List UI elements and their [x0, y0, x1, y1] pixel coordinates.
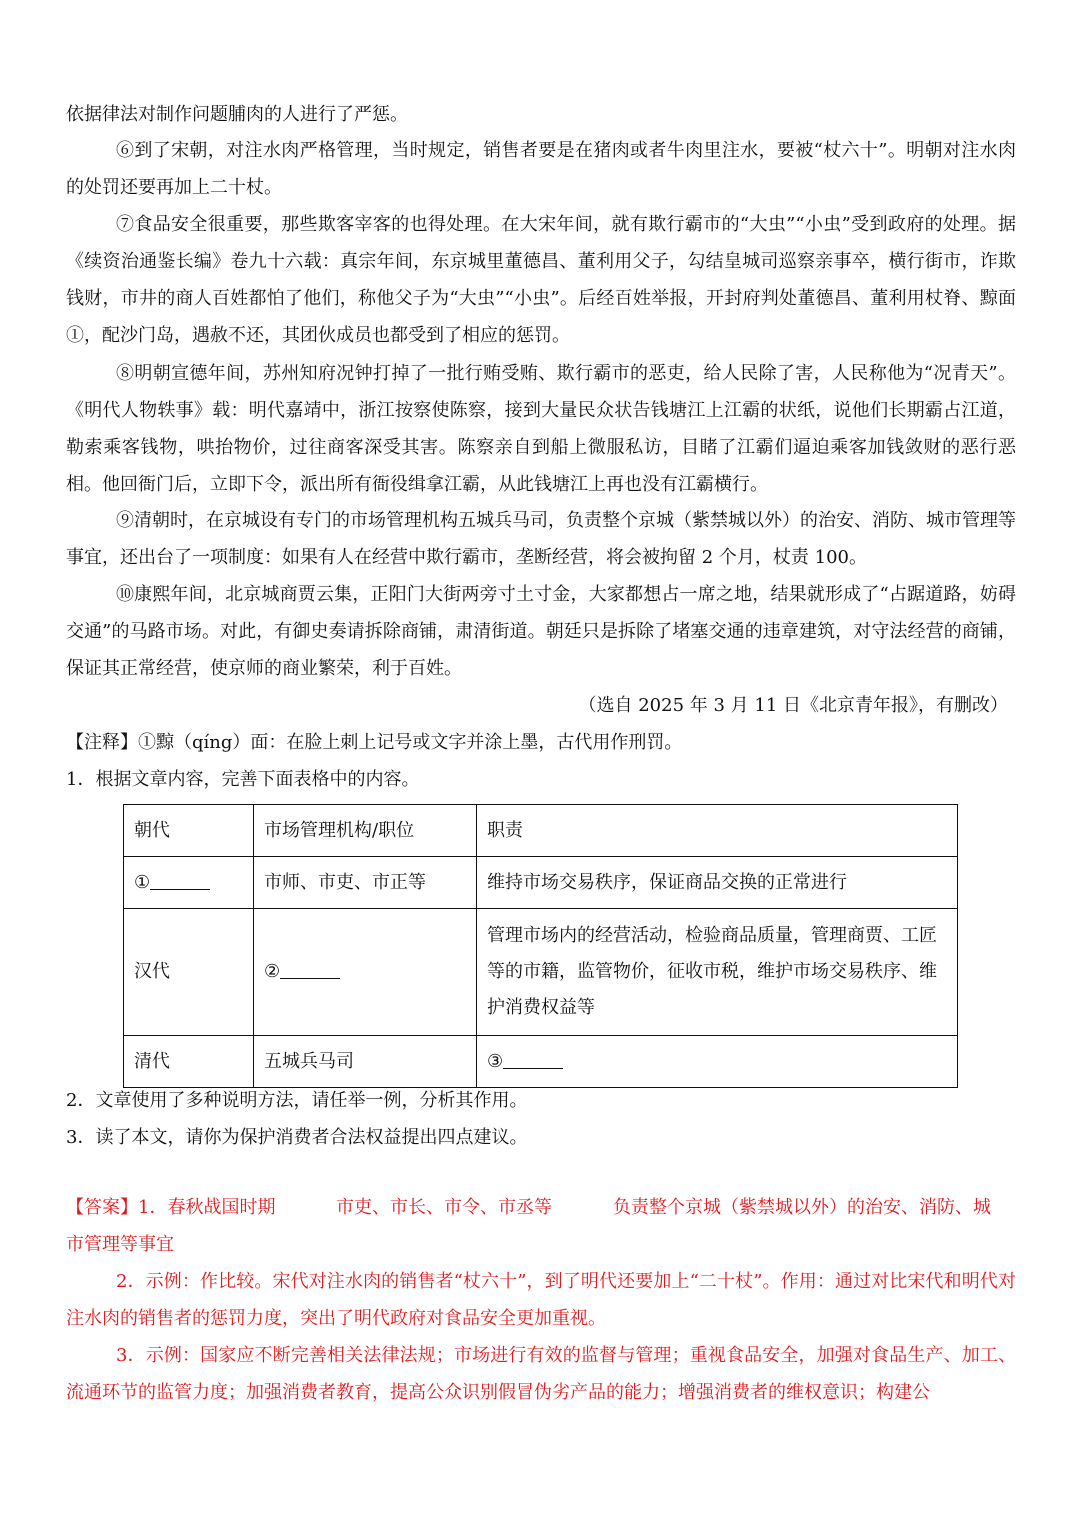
answer-1-part3: 负责整个京城（紫禁城以外）的治安、消防、城 [613, 1197, 991, 1218]
table-cell: 五城兵马司 [254, 1036, 477, 1088]
paragraph-6: ⑥到了宋朝，对注水肉严格管理，当时规定，销售者要是在猪肉或者牛肉里注水，要被“杖六十”。明朝对注水肉的处罚还要再加上二十杖。 [66, 140, 1016, 198]
header-agency: 市场管理机构/职位 [254, 805, 477, 857]
paragraph-9: ⑨清朝时，在京城设有专门的市场管理机构五城兵马司，负责整个京城（紫禁城以外）的治安、消防、城市管理等事宜，还出台了一项制度：如果有人在经营中欺行霸市，垄断经营，将会被拘留 2 个月，杖责 100。 [66, 510, 1016, 568]
table-row [124, 1036, 958, 1088]
blank-label: ② [264, 961, 281, 982]
blank-label: ① [134, 871, 151, 893]
header-dynasty: 朝代 [124, 805, 254, 857]
answer-1-part2: 市吏、市长、市令、市丞等 [336, 1197, 552, 1218]
answer-1-continued: 市管理等事宜 [66, 1234, 174, 1255]
fill-blank-3[interactable] [503, 1046, 563, 1069]
table-cell: 清代 [124, 1036, 254, 1088]
answer-table [123, 804, 958, 1088]
paragraph-10: ⑩康熙年间，北京城商贾云集，正阳门大街两旁寸土寸金，大家都想占一席之地，结果就形成了“占踞道路，妨碍交通”的马路市场。对此，有御史奏请拆除商铺，肃清街道。朝廷只是拆除了堵塞交通的违章建筑，对守法经营的商铺，保证其正常经营，使京师的商业繁荣，利于百姓。 [66, 584, 1016, 679]
table-row [124, 857, 958, 909]
table-cell [477, 1036, 958, 1088]
annotation-note: 【注释】①黥（qíng）面：在脸上刺上记号或文字并涂上墨，古代用作刑罚。 [66, 732, 683, 753]
header-duty: 职责 [477, 805, 958, 857]
paragraph-intro: 依据律法对制作问题脯肉的人进行了严惩。 [66, 104, 408, 125]
source-citation: （选自 2025 年 3 月 11 日《北京青年报》，有删改） [578, 695, 1008, 716]
answer-2: 2．示例：作比较。宋代对注水肉的销售者“杖六十”，到了明代还要加上“二十杖”。作用：通过对比宋代和明代对注水肉的销售者的惩罚力度，突出了明代政府对食品安全更加重视。 [66, 1271, 1016, 1329]
fill-blank-2[interactable] [280, 956, 340, 979]
fill-blank-1[interactable] [150, 867, 210, 890]
paragraph-7: ⑦食品安全很重要，那些欺客宰客的也得处理。在大宋年间，就有欺行霸市的“大虫”“小虫”受到政府的处理。据《续资治通鉴长编》卷九十六载：真宗年间，东京城里董德昌、董利用父子，勾结皇城司巡察亲事卒，横行街市，诈欺钱财，市井的商人百姓都怕了他们，称他父子为“大虫”“小虫”。后经百姓举报，开封府判处董德昌、董利用杖脊、黥面①，配沙门岛，遇赦不还，其团伙成员也都受到了相应的惩罚。 [66, 214, 1016, 346]
table-header-row [124, 805, 958, 857]
table-row [124, 909, 958, 1036]
table-cell: 市师、市吏、市正等 [254, 857, 477, 909]
blank-label: ③ [487, 1050, 504, 1072]
question-3: 3．读了本文，请你为保护消费者合法权益提出四点建议。 [66, 1127, 528, 1148]
table-cell: 管理市场内的经营活动，检验商品质量，管理商贾、工匠等的市籍，监管物价，征收市税，维护市场交易秩序、维护消费权益等 [477, 909, 958, 1036]
paragraph-8: ⑧明朝宣德年间，苏州知府况钟打掉了一批行贿受贿、欺行霸市的恶吏，给人民除了害，人民称他为“况青天”。《明代人物轶事》载：明代嘉靖中，浙江按察使陈察，接到大量民众状告钱塘江上江霸的状纸，说他们长期霸占江道，勒索乘客钱物，哄抬物价，过往商客深受其害。陈察亲自到船上微服私访，目睹了江霸们逼迫乘客加钱敛财的恶行恶相。他回衙门后，立即下令，派出所有衙役缉拿江霸，从此钱塘江上再也没有江霸横行。 [66, 363, 1016, 495]
table-cell [124, 857, 254, 909]
answer-1-label: 【答案】1．春秋战国时期 [66, 1197, 276, 1218]
answer-3: 3．示例：国家应不断完善相关法律法规；市场进行有效的监督与管理；重视食品安全，加强对食品生产、加工、流通环节的监管力度；加强消费者教育，提高公众识别假冒伪劣产品的能力；增强消费者的维权意识；构建公 [66, 1345, 1016, 1403]
table-cell: 维持市场交易秩序，保证商品交换的正常进行 [477, 857, 958, 909]
table-cell: 汉代 [124, 909, 254, 1036]
question-2: 2．文章使用了多种说明方法，请任举一例，分析其作用。 [66, 1090, 528, 1111]
question-1: 1．根据文章内容，完善下面表格中的内容。 [66, 769, 420, 790]
table-cell [254, 909, 477, 1036]
